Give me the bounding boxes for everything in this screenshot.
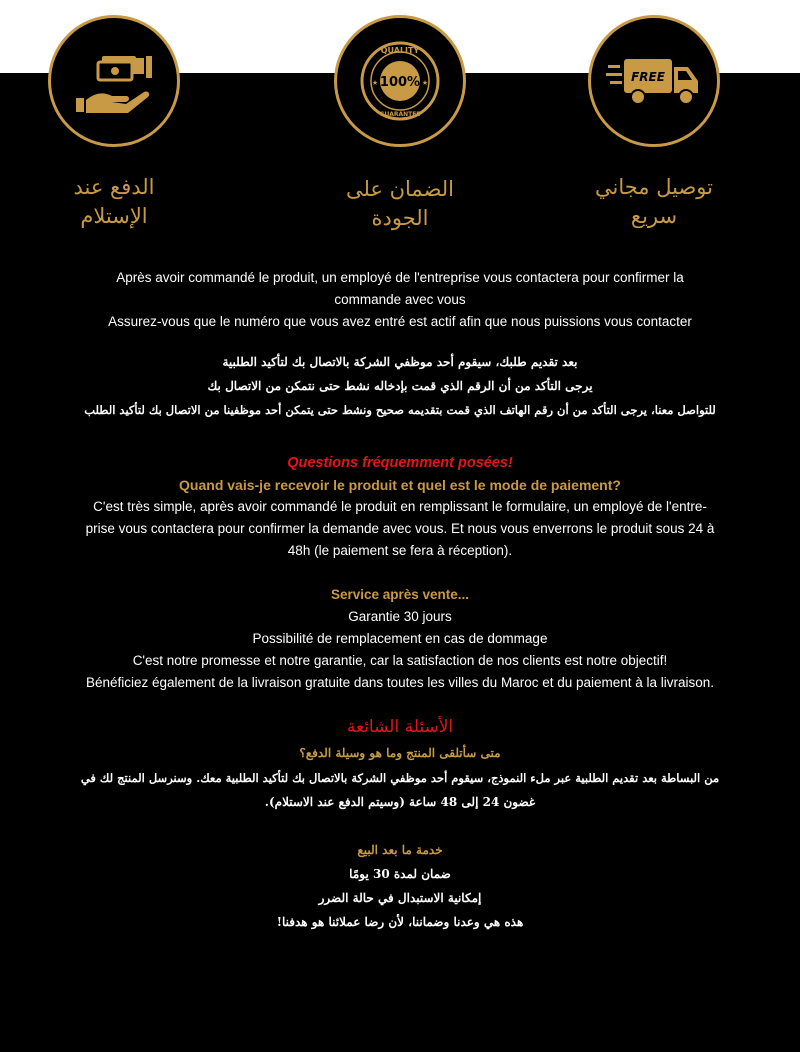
feature-label-line1: الدفع عند <box>73 175 155 199</box>
intro-fr-line2: commande avec vous <box>334 292 466 307</box>
feature-cash-on-delivery <box>44 15 184 231</box>
faq-ar-title: الأسئلة الشائعة <box>346 717 454 737</box>
service-ar-line3: هذه هي وعدنا وضماننا، لأن رضا عملائنا هو هدفنا! <box>276 915 524 929</box>
feature-circle <box>334 15 466 147</box>
faq-fr-answer-line2: prise vous contactera pour confirmer la demande avec vous. Et nous vous enverrons le produit sous 24 à <box>85 521 715 536</box>
badge-top-text: QUALITY <box>380 46 420 55</box>
intro-ar-line1: بعد تقديم طلبك، سيقوم أحد موظفي الشركة بالاتصال بك لتأكيد الطلبية <box>222 355 578 369</box>
service-fr-line3: C'est notre promesse et notre garantie, car la satisfaction de nos clients est notre objectif! <box>132 653 668 668</box>
faq-ar-answer-line1: من البساطة بعد تقديم الطلبية عبر ملء النموذج، سيقوم أحد موظفي الشركة بالاتصال بك لتأكيد الطلبية معك. وسنرسل المنتج لك في <box>80 771 720 785</box>
feature-circle <box>588 15 720 147</box>
intro-ar-line3: للتواصل معنا، يرجى التأكد من أن رقم الهاتف الذي قمت بتقديمه صحيح ونشط حتى يتمكن أحد موظفينا من الاتصال بك لتأكيد الطلب <box>84 403 716 417</box>
faq-fr-answer-line1: C'est très simple, après avoir commandé le produit en remplissant le formulaire, un employé de l'entre- <box>93 499 707 514</box>
feature-circle <box>48 15 180 147</box>
feature-label-line1: توصيل مجاني <box>595 175 713 199</box>
feature-label-line2: سريع <box>630 204 678 228</box>
faq-fr-question: Quand vais-je recevoir le produit et quel est le mode de paiement? <box>179 477 621 493</box>
service-fr-line2: Possibilité de remplacement en cas de dommage <box>252 631 548 646</box>
svg-text:★: ★ <box>371 79 379 87</box>
cash-on-delivery-icon <box>72 46 156 116</box>
intro-ar-line2: يرجى التأكد من أن الرقم الذي قمت بإدخاله نشط حتى نتمكن من الاتصال بك <box>207 379 593 393</box>
quality-guarantee-badge-icon <box>355 36 445 126</box>
faq-fr-answer-line3: 48h (le paiement se fera à réception). <box>287 543 513 558</box>
service-fr-line4: Bénéficiez également de la livraison gratuite dans toutes les villes du Maroc et du paiement à la livraison. <box>85 675 715 690</box>
free-delivery-truck-icon <box>606 51 702 111</box>
feature-label-line2: الجودة <box>371 206 429 230</box>
feature-label-line2: الإستلام <box>80 204 148 228</box>
service-ar-line1: ضمان لمدة 30 يومًا <box>349 867 451 881</box>
svg-text:★: ★ <box>421 79 429 87</box>
service-ar-title: خدمة ما بعد البيع <box>357 843 443 857</box>
badge-center-text: 100% <box>379 75 421 90</box>
badge-bottom-text: GUARANTEE <box>379 111 421 118</box>
feature-label <box>330 175 470 233</box>
feature-label <box>44 173 184 231</box>
service-fr-line1: Garantie 30 jours <box>348 609 452 624</box>
faq-ar-question: متى سأتلقى المنتج وما هو وسيلة الدفع؟ <box>299 746 501 760</box>
feature-label <box>584 173 724 231</box>
feature-label-line1: الضمان على <box>345 177 455 201</box>
service-fr-title: Service après vente... <box>330 587 470 602</box>
faq-fr-title: Questions fréquemment posées! <box>287 455 513 471</box>
faq-ar-answer-line2: غضون 24 إلى 48 ساعة (وسيتم الدفع عند الاستلام). <box>264 795 536 809</box>
feature-free-delivery <box>584 15 724 231</box>
feature-quality-guarantee <box>330 15 470 233</box>
intro-fr-line3: Assurez-vous que le numéro que vous avez entré est actif afin que nous puissions vous contacter <box>108 314 692 329</box>
service-ar-line2: إمكانية الاستبدال في حالة الضرر <box>318 891 482 905</box>
intro-fr-line1: Après avoir commandé le produit, un employé de l'entreprise vous contactera pour confirmer la <box>116 270 684 285</box>
truck-badge-text: FREE <box>631 70 665 84</box>
